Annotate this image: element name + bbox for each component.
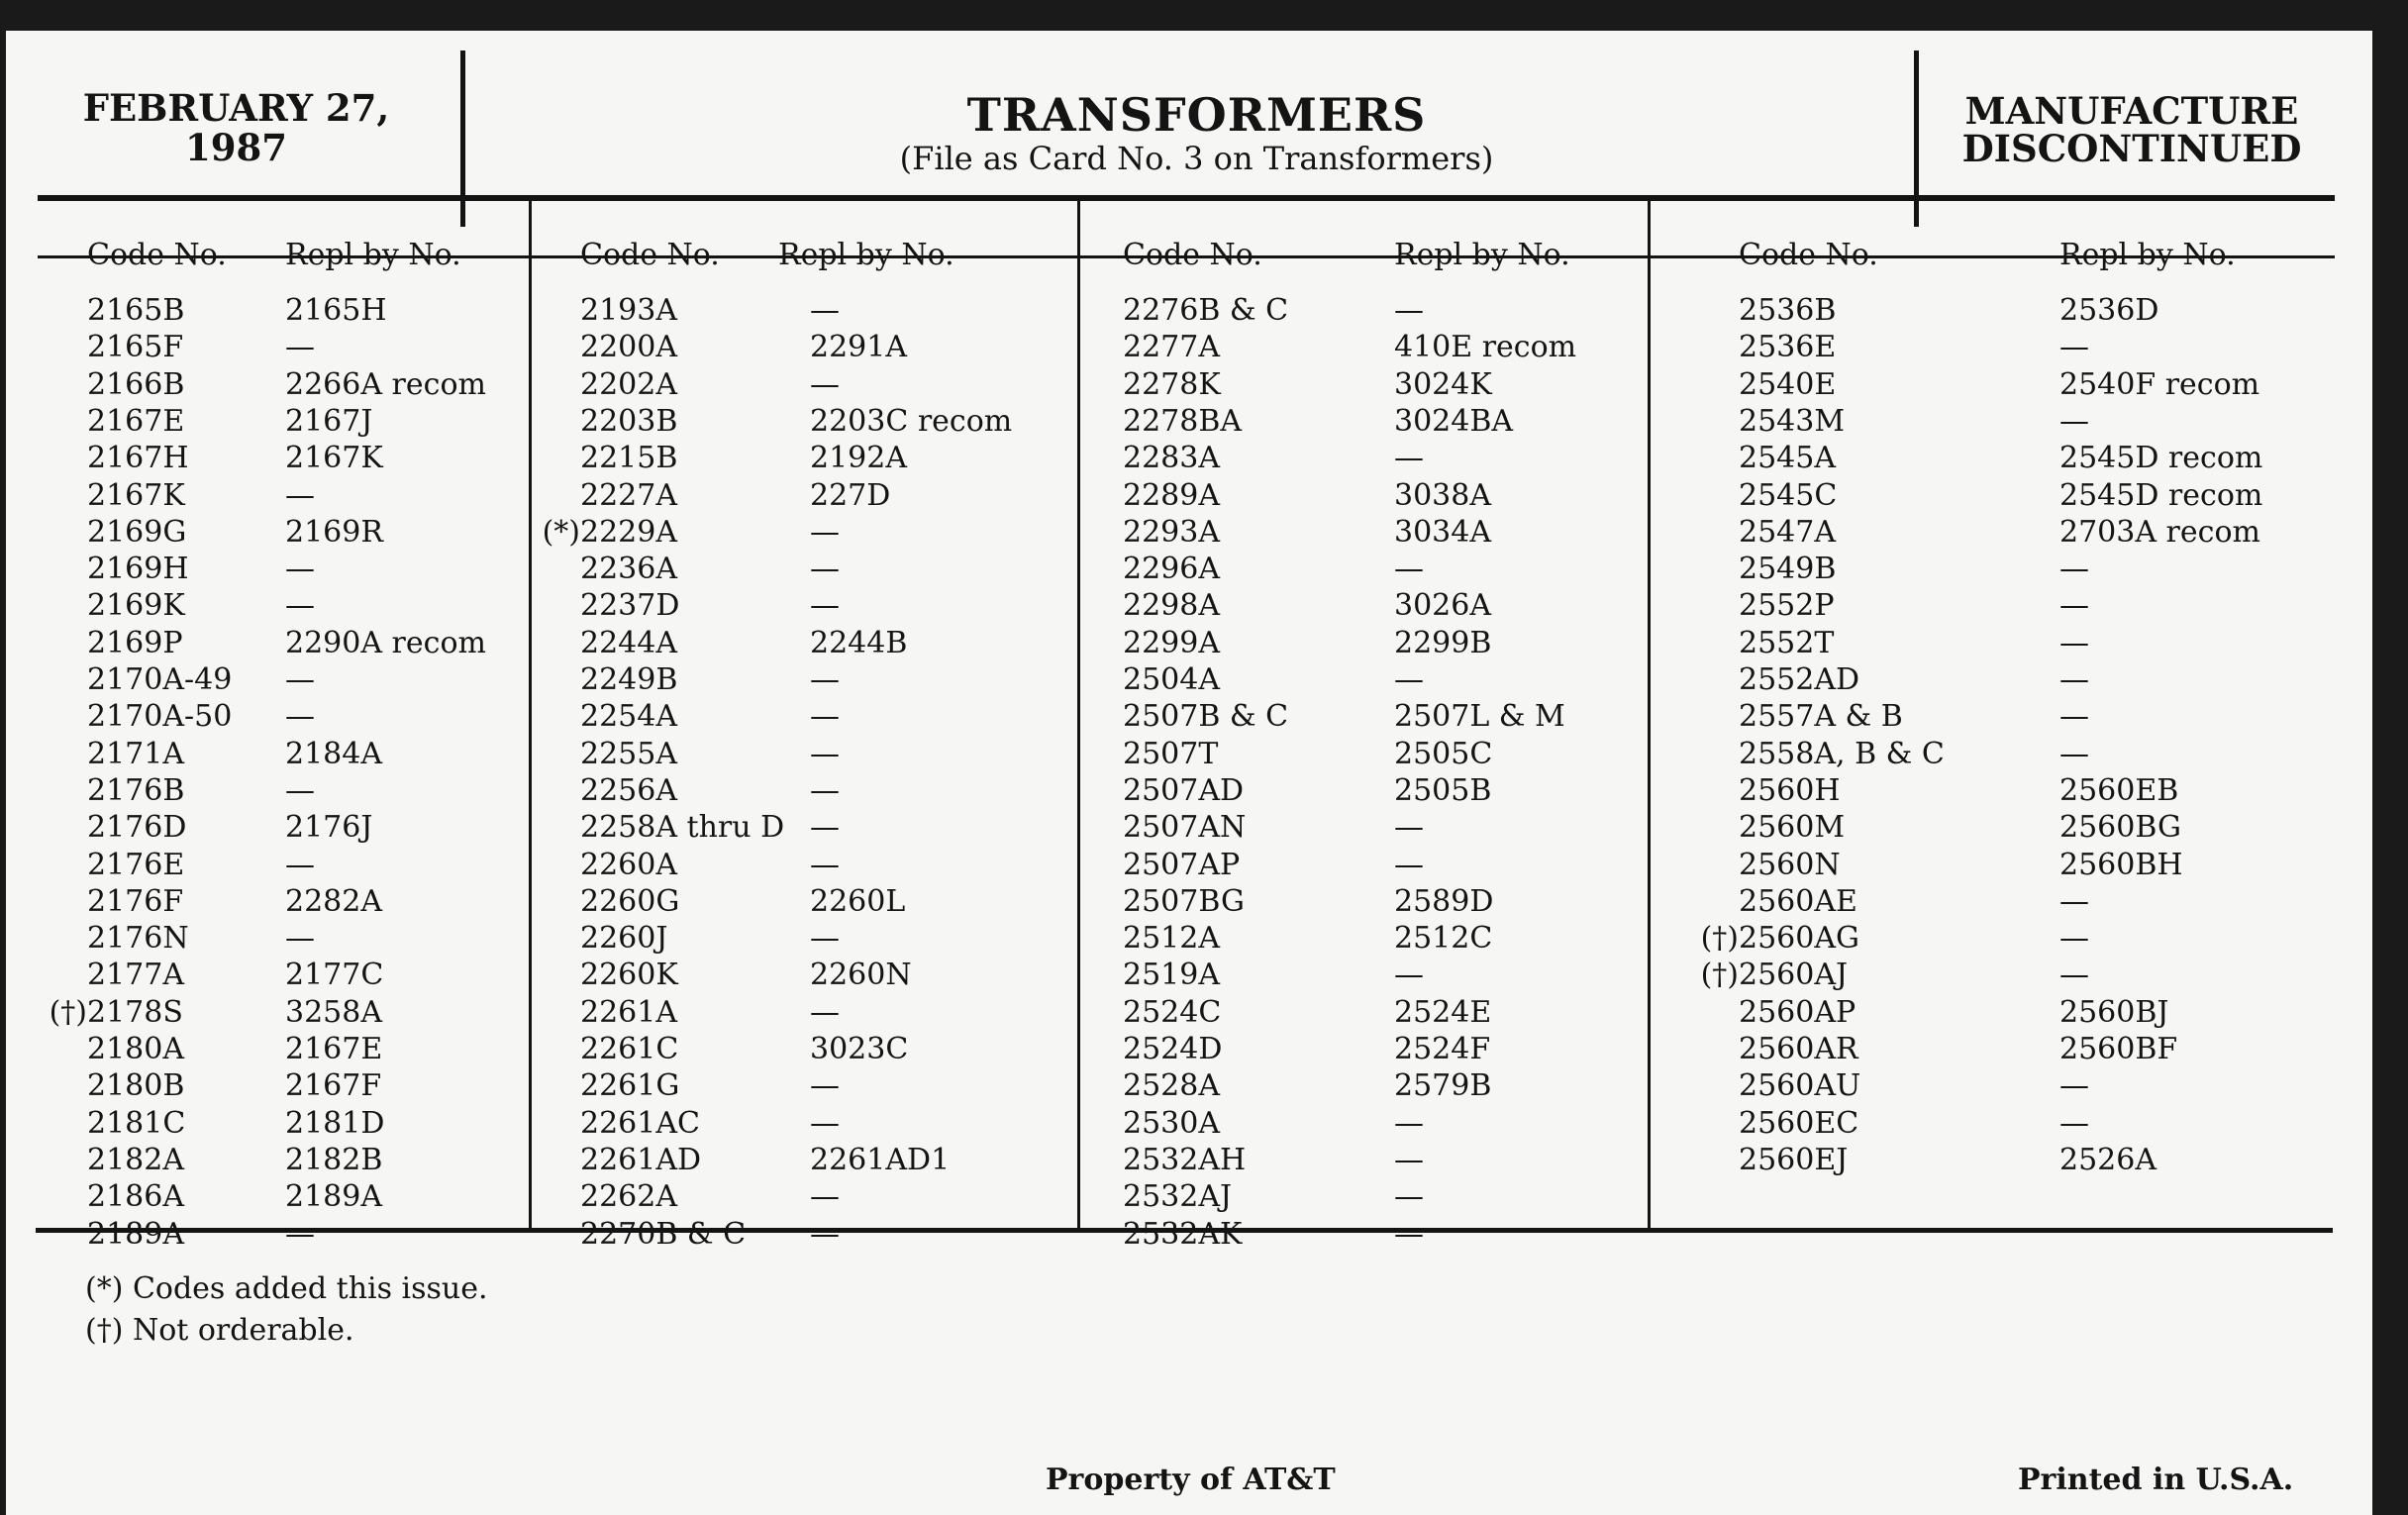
issue-date-line1: FEBRUARY 27, xyxy=(82,86,390,130)
code-no: 2171A xyxy=(87,736,185,771)
repl-by-no: — xyxy=(2059,958,2089,993)
repl-by-no: 227D xyxy=(810,477,891,513)
issue-date-line2: 1987 xyxy=(185,126,287,169)
code-no: 2532AK xyxy=(1123,1216,1243,1252)
code-no: 2560M xyxy=(1739,810,1846,846)
code-no: 2552T xyxy=(1739,625,1835,660)
code-no: 2244A xyxy=(580,625,678,660)
repl-by-no: — xyxy=(1394,441,1424,476)
code-no: 2512A xyxy=(1123,921,1221,957)
code-no: 2229A xyxy=(580,514,678,550)
col-header-code-1: Code No. xyxy=(87,238,227,272)
code-no: 2540E xyxy=(1739,366,1837,402)
repl-by-no: — xyxy=(810,1179,840,1215)
code-no: 2560AE xyxy=(1739,883,1857,919)
code-no: 2167E xyxy=(87,403,185,439)
code-no: 2560EJ xyxy=(1739,1142,1849,1177)
repl-by-no: 2536D xyxy=(2059,293,2159,328)
repl-by-no: 2167E xyxy=(285,1032,383,1066)
code-no: 2215B xyxy=(580,441,678,476)
repl-by-no: — xyxy=(810,662,840,697)
code-no: 2170A-50 xyxy=(87,699,233,735)
code-no: 2176D xyxy=(87,810,187,846)
repl-by-no: — xyxy=(285,847,315,882)
code-no: 2524D xyxy=(1123,1032,1223,1066)
repl-by-no: 2589D xyxy=(1394,883,1494,919)
repl-by-no: 2703A recom xyxy=(2059,514,2260,550)
code-no: 2254A xyxy=(580,699,678,735)
repl-by-no: — xyxy=(285,662,315,697)
repl-by-no: — xyxy=(810,921,840,957)
repl-by-no: 2560BF xyxy=(2059,1032,2178,1066)
code-no: 2545A xyxy=(1739,441,1837,476)
col-header-code-4: Code No. xyxy=(1739,238,1878,272)
repl-by-no: — xyxy=(2059,1105,2089,1141)
code-no: 2260A xyxy=(580,847,678,882)
code-no: 2261C xyxy=(580,1032,679,1066)
printed-notice: Printed in U.S.A. xyxy=(2018,1463,2294,1497)
card-subtitle: (File as Card No. 3 on Transformers) xyxy=(899,140,1494,177)
column-divider-2 xyxy=(1077,199,1080,1231)
repl-by-no: — xyxy=(1394,958,1424,993)
code-no: 2289A xyxy=(1123,477,1221,513)
repl-by-no: — xyxy=(2059,625,2089,660)
repl-by-no: 2260N xyxy=(810,958,912,993)
code-no: 2260G xyxy=(580,883,680,919)
repl-by-no: 2560BH xyxy=(2059,847,2183,882)
column-divider-3 xyxy=(1648,199,1651,1231)
repl-by-no: — xyxy=(285,477,315,513)
code-no: 2186A xyxy=(87,1179,185,1215)
col-header-repl-2: Repl by No. xyxy=(778,238,954,272)
code-no: 2507AN xyxy=(1123,810,1247,846)
repl-by-no: 410E recom xyxy=(1394,330,1577,365)
code-no: 2278BA xyxy=(1123,403,1243,439)
code-no: 2296A xyxy=(1123,552,1221,587)
repl-by-no: — xyxy=(2059,736,2089,771)
code-no: 2167K xyxy=(87,477,185,513)
col-header-repl-4: Repl by No. xyxy=(2059,238,2236,272)
code-no: 2165F xyxy=(87,330,184,365)
repl-by-no: 2505C xyxy=(1394,736,1493,771)
repl-by-no: 2526A xyxy=(2059,1142,2157,1177)
code-no: 2249B xyxy=(580,662,678,697)
code-cell xyxy=(542,514,678,551)
repl-by-no: — xyxy=(2059,699,2089,735)
code-no: 2180B xyxy=(87,1068,185,1104)
code-no: 2177A xyxy=(87,958,185,993)
code-no: 2261A xyxy=(580,994,678,1030)
code-no: 2182A xyxy=(87,1142,185,1177)
repl-by-no: 2167F xyxy=(285,1068,382,1104)
code-no: 2557A & B xyxy=(1739,699,1903,735)
code-no: 2552AD xyxy=(1739,662,1860,697)
code-no: 2507BG xyxy=(1123,883,1245,919)
code-no: 2237D xyxy=(580,588,680,624)
repl-by-no: — xyxy=(1394,662,1424,697)
code-no: 2504A xyxy=(1123,662,1221,697)
code-no: 2560AR xyxy=(1739,1032,1858,1066)
repl-by-no: — xyxy=(2059,662,2089,697)
repl-by-no: 2579B xyxy=(1394,1068,1492,1104)
code-no: 2560EC xyxy=(1739,1105,1859,1141)
col-header-code-2: Code No. xyxy=(580,238,720,272)
repl-by-no: — xyxy=(2059,1068,2089,1104)
repl-by-no: — xyxy=(2059,552,2089,587)
repl-by-no: 2167K xyxy=(285,441,383,476)
code-no: 2178S xyxy=(87,994,183,1030)
code-no: 2552P xyxy=(1739,588,1835,624)
repl-by-no: — xyxy=(1394,552,1424,587)
status-line1: MANUFACTURE xyxy=(1964,89,2299,133)
code-no: 2528A xyxy=(1123,1068,1221,1104)
repl-by-no: 2189A xyxy=(285,1179,383,1215)
code-no: 2507T xyxy=(1123,736,1219,771)
code-no: 2276B & C xyxy=(1123,293,1289,328)
repl-by-no: 2282A xyxy=(285,883,383,919)
code-no: 2558A, B & C xyxy=(1739,736,1945,771)
issue-date xyxy=(6,88,466,167)
code-no: 2170A-49 xyxy=(87,662,233,697)
code-cell xyxy=(1700,957,1849,993)
catalog-card xyxy=(6,31,2372,1515)
repl-by-no: 2165H xyxy=(285,293,387,328)
repl-by-no: — xyxy=(2059,330,2089,365)
header-bottom-rule xyxy=(38,195,2335,201)
repl-by-no: — xyxy=(1394,1142,1424,1177)
code-no: 2227A xyxy=(580,477,678,513)
repl-by-no: 2291A xyxy=(810,330,908,365)
code-no: 2176E xyxy=(87,847,185,882)
repl-by-no: — xyxy=(810,514,840,550)
repl-by-no: — xyxy=(810,994,840,1030)
footnote-mark: (†) xyxy=(1700,958,1739,993)
repl-by-no: — xyxy=(810,1216,840,1252)
code-no: 2261AD xyxy=(580,1142,702,1177)
code-no: 2536B xyxy=(1739,293,1837,328)
code-no: 2543M xyxy=(1739,403,1846,439)
card-title-block xyxy=(471,90,1922,177)
repl-by-no: 2184A xyxy=(285,736,383,771)
code-no: 2545C xyxy=(1739,477,1838,513)
repl-by-no: — xyxy=(810,366,840,402)
code-no: 2560AP xyxy=(1739,994,1856,1030)
repl-by-no: — xyxy=(285,1216,315,1252)
code-no: 2560AU xyxy=(1739,1068,1861,1104)
repl-by-no: 2524F xyxy=(1394,1032,1491,1066)
code-no: 2560AG xyxy=(1739,921,1859,957)
repl-by-no: — xyxy=(285,552,315,587)
repl-by-no: 2560BJ xyxy=(2059,994,2169,1030)
repl-by-no: 2512C xyxy=(1394,921,1493,957)
repl-by-no: 3038A xyxy=(1394,477,1492,513)
repl-by-no: 3024BA xyxy=(1394,403,1514,439)
repl-by-no: — xyxy=(1394,810,1424,846)
code-no: 2519A xyxy=(1123,958,1221,993)
code-no: 2189A xyxy=(87,1216,185,1252)
code-no: 2260K xyxy=(580,958,678,993)
code-cell xyxy=(1700,920,1859,957)
code-no: 2560N xyxy=(1739,847,1841,882)
code-no: 2507AP xyxy=(1123,847,1241,882)
code-no: 2169P xyxy=(87,625,183,660)
code-no: 2530A xyxy=(1123,1105,1221,1141)
repl-by-no: 2167J xyxy=(285,403,373,439)
code-no: 2260J xyxy=(580,921,668,957)
repl-by-no: 2169R xyxy=(285,514,383,550)
repl-by-no: 3034A xyxy=(1394,514,1492,550)
status-label xyxy=(1929,89,2335,170)
repl-by-no: 2177C xyxy=(285,958,384,993)
code-no: 2256A xyxy=(580,772,678,808)
code-no: 2536E xyxy=(1739,330,1837,365)
code-no: 2193A xyxy=(580,293,678,328)
code-no: 2165B xyxy=(87,293,185,328)
repl-by-no: — xyxy=(1394,1179,1424,1215)
code-no: 2270B & C xyxy=(580,1216,747,1252)
column-divider-1 xyxy=(529,199,532,1231)
repl-by-no: 2203C recom xyxy=(810,403,1013,439)
repl-by-no: 2545D recom xyxy=(2059,441,2263,476)
repl-by-no: 2182B xyxy=(285,1142,383,1177)
repl-by-no: 2545D recom xyxy=(2059,477,2263,513)
code-no: 2176F xyxy=(87,883,184,919)
repl-by-no: — xyxy=(810,772,840,808)
repl-by-no: — xyxy=(285,588,315,624)
code-no: 2167H xyxy=(87,441,189,476)
repl-by-no: — xyxy=(810,293,840,328)
repl-by-no: 2192A xyxy=(810,441,908,476)
footnote-mark: (*) xyxy=(542,514,580,550)
code-no: 2277A xyxy=(1123,330,1221,365)
code-no: 2202A xyxy=(580,366,678,402)
code-no: 2547A xyxy=(1739,514,1837,550)
code-cell xyxy=(49,994,183,1031)
code-no: 2169G xyxy=(87,514,187,550)
code-no: 2255A xyxy=(580,736,678,771)
repl-by-no: — xyxy=(810,847,840,882)
repl-by-no: 2181D xyxy=(285,1105,385,1141)
repl-by-no: 2266A recom xyxy=(285,366,486,402)
repl-by-no: — xyxy=(810,699,840,735)
repl-by-no: 2540F recom xyxy=(2059,366,2260,402)
col-header-code-3: Code No. xyxy=(1123,238,1262,272)
code-no: 2507AD xyxy=(1123,772,1245,808)
repl-by-no: 2261AD1 xyxy=(810,1142,951,1177)
repl-by-no: 3023C xyxy=(810,1032,909,1066)
repl-by-no: — xyxy=(285,921,315,957)
code-no: 2258A thru D xyxy=(580,810,785,846)
repl-by-no: — xyxy=(1394,1216,1424,1252)
repl-by-no: — xyxy=(810,552,840,587)
code-no: 2283A xyxy=(1123,441,1221,476)
repl-by-no: 3258A xyxy=(285,994,383,1030)
code-no: 2560H xyxy=(1739,772,1841,808)
code-no: 2203B xyxy=(580,403,678,439)
repl-by-no: 2505B xyxy=(1394,772,1492,808)
footnote-added: (*) Codes added this issue. xyxy=(85,1271,488,1306)
repl-by-no: — xyxy=(810,810,840,846)
repl-by-no: — xyxy=(2059,921,2089,957)
code-no: 2261AC xyxy=(580,1105,700,1141)
repl-by-no: — xyxy=(810,736,840,771)
code-no: 2298A xyxy=(1123,588,1221,624)
repl-by-no: — xyxy=(2059,883,2089,919)
footnote-mark: (†) xyxy=(1700,921,1739,957)
repl-by-no: — xyxy=(810,588,840,624)
code-no: 2507B & C xyxy=(1123,699,1289,735)
repl-by-no: — xyxy=(1394,847,1424,882)
code-no: 2299A xyxy=(1123,625,1221,660)
repl-by-no: 2507L & M xyxy=(1394,699,1565,735)
repl-by-no: 2560BG xyxy=(2059,810,2181,846)
repl-by-no: — xyxy=(810,1068,840,1104)
repl-by-no: 3024K xyxy=(1394,366,1492,402)
repl-by-no: 2244B xyxy=(810,625,908,660)
repl-by-no: — xyxy=(1394,1105,1424,1141)
repl-by-no: 3026A xyxy=(1394,588,1492,624)
code-no: 2169H xyxy=(87,552,189,587)
repl-by-no: — xyxy=(285,772,315,808)
code-no: 2293A xyxy=(1123,514,1221,550)
card-title: TRANSFORMERS xyxy=(966,88,1427,142)
repl-by-no: — xyxy=(285,330,315,365)
footnote-not-orderable: (†) Not orderable. xyxy=(85,1313,354,1348)
code-no: 2166B xyxy=(87,366,185,402)
code-no: 2176N xyxy=(87,921,189,957)
col-header-repl-3: Repl by No. xyxy=(1394,238,1570,272)
repl-by-no: 2560EB xyxy=(2059,772,2179,808)
footnotes xyxy=(85,1268,488,1352)
repl-by-no: 2176J xyxy=(285,810,373,846)
repl-by-no: — xyxy=(285,699,315,735)
code-no: 2236A xyxy=(580,552,678,587)
code-no: 2262A xyxy=(580,1179,678,1215)
code-no: 2181C xyxy=(87,1105,186,1141)
code-no: 2524C xyxy=(1123,994,1222,1030)
code-no: 2169K xyxy=(87,588,185,624)
code-no: 2176B xyxy=(87,772,185,808)
repl-by-no: 2524E xyxy=(1394,994,1492,1030)
code-no: 2200A xyxy=(580,330,678,365)
col-header-repl-1: Repl by No. xyxy=(285,238,461,272)
repl-by-no: 2290A recom xyxy=(285,625,486,660)
repl-by-no: 2299B xyxy=(1394,625,1492,660)
code-no: 2180A xyxy=(87,1032,185,1066)
repl-by-no: — xyxy=(810,1105,840,1141)
code-no: 2261G xyxy=(580,1068,680,1104)
property-notice: Property of AT&T xyxy=(1046,1463,1336,1497)
repl-by-no: — xyxy=(1394,293,1424,328)
code-no: 2549B xyxy=(1739,552,1837,587)
repl-by-no: 2260L xyxy=(810,883,906,919)
code-no: 2278K xyxy=(1123,366,1221,402)
footnote-mark: (†) xyxy=(49,994,87,1030)
code-no: 2532AH xyxy=(1123,1142,1247,1177)
status-line2: DISCONTINUED xyxy=(1961,127,2302,170)
repl-by-no: — xyxy=(2059,403,2089,439)
code-no: 2560AJ xyxy=(1739,958,1849,993)
code-no: 2532AJ xyxy=(1123,1179,1233,1215)
repl-by-no: — xyxy=(2059,588,2089,624)
